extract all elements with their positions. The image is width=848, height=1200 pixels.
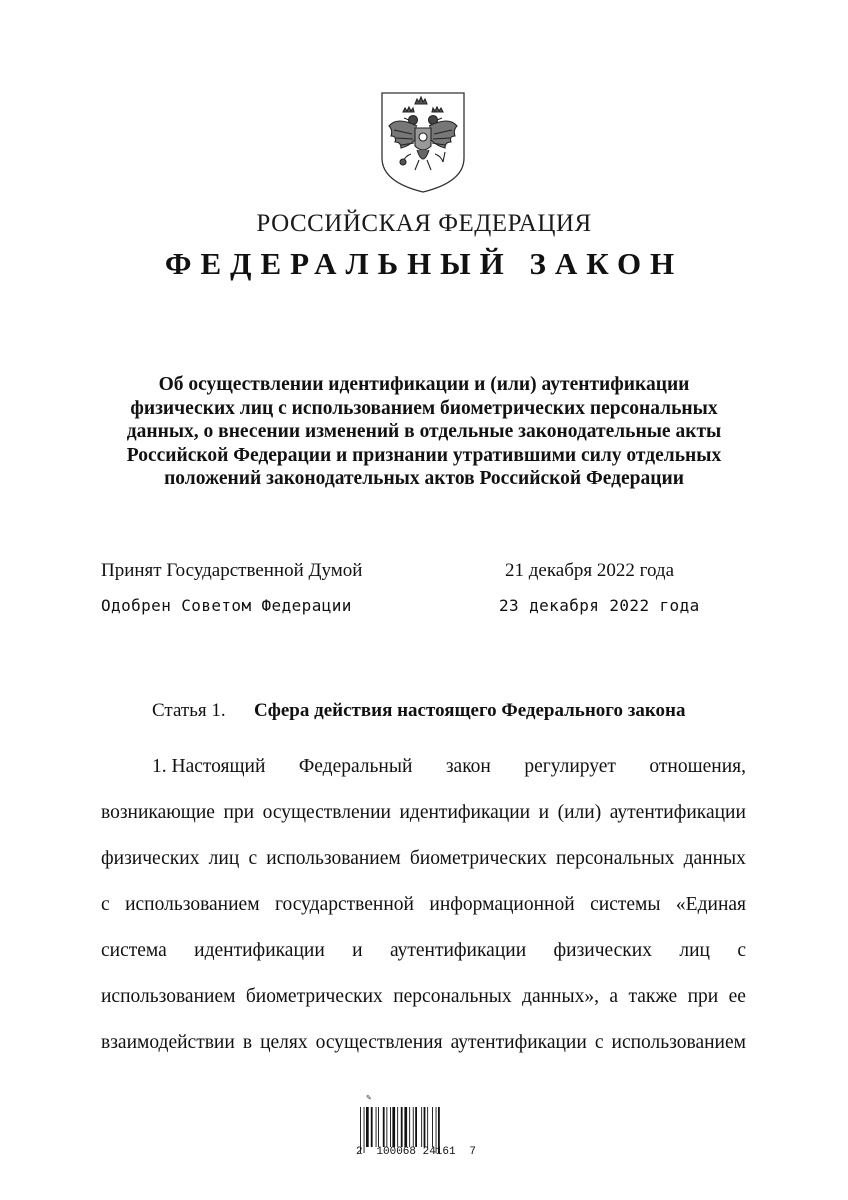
body-word: отношения,: [649, 756, 746, 777]
body-word: (или): [557, 802, 602, 823]
law-title-line: данных, о внесении изменений в отдельные законодательные акты: [126, 421, 722, 442]
law-title: [100, 373, 748, 491]
body-word: идентификации: [194, 940, 325, 961]
body-word: системы: [590, 894, 661, 915]
body-word: в: [242, 1032, 253, 1053]
body-word: персональных: [556, 848, 675, 869]
article-number: Статья 1.: [152, 700, 226, 721]
body-word: государственной: [274, 894, 414, 915]
barcode-stamp-mark: ✎: [366, 1094, 372, 1102]
article-heading: Сфера действия настоящего Федерального закона: [254, 700, 686, 721]
council-date: 23 декабря 2022 года: [499, 596, 700, 615]
barcode-number: [356, 1146, 476, 1158]
body-word: целях: [260, 1032, 308, 1053]
body-word: взаимодействии: [101, 1032, 235, 1053]
council-label: Одобрен Советом Федерации: [101, 596, 352, 615]
body-word: осуществления: [315, 1032, 443, 1053]
body-word: возникающие: [101, 802, 215, 823]
body-line: [101, 974, 746, 1020]
country-name: РОССИЙСКАЯ ФЕДЕРАЦИЯ: [256, 210, 592, 237]
body-word: лиц: [679, 940, 710, 961]
body-word: с: [737, 940, 746, 961]
body-word: биометрических: [409, 848, 547, 869]
article-body: [101, 744, 746, 1066]
body-word: «Единая: [675, 894, 746, 915]
body-word: при: [687, 986, 719, 1007]
duma-label: Принят Государственной Думой: [101, 560, 363, 581]
body-word: система: [101, 940, 167, 961]
body-word: идентификации: [399, 802, 531, 823]
law-type: ФЕДЕРАЛЬНЫЙ ЗАКОН: [164, 246, 684, 281]
body-line: [101, 928, 746, 974]
body-word: использованием: [125, 894, 260, 915]
law-title-line: Российской Федерации и признании утратившими силу отдельных: [126, 444, 722, 466]
body-word: с: [101, 894, 110, 915]
barcode-digit-left: 2: [356, 1146, 363, 1158]
body-word: персональных: [393, 986, 512, 1007]
body-word: Федеральный: [298, 756, 413, 777]
body-word: осуществлении: [262, 802, 391, 823]
body-word: использованием: [101, 986, 236, 1007]
body-word: лиц: [208, 848, 240, 869]
body-line: [101, 790, 746, 836]
body-line: [101, 882, 746, 928]
article-header: [152, 700, 686, 722]
body-word: аутентификации: [389, 940, 527, 961]
body-word: и: [352, 940, 363, 961]
body-word: данных»,: [522, 986, 599, 1007]
body-line: [101, 744, 746, 790]
law-title-line: Об осуществлении идентификации и (или) аутентификации: [158, 374, 690, 395]
law-title-line: физических лиц с использованием биометрических персональных: [130, 397, 718, 419]
body-word: аутентификации: [609, 802, 746, 823]
coat-of-arms-emblem: [379, 90, 467, 194]
body-word: использованием: [611, 1032, 746, 1053]
body-word: при: [223, 802, 255, 823]
body-word: а: [609, 986, 619, 1007]
body-word: с: [248, 848, 258, 869]
body-word: информационной: [429, 894, 575, 915]
body-word: 1. Настоящий: [152, 756, 266, 777]
body-word: регулирует: [524, 756, 616, 777]
body-word: также: [628, 986, 678, 1007]
body-word: с: [594, 1032, 604, 1053]
barcode-digit-right: 7: [469, 1146, 476, 1158]
body-word: биометрических: [245, 986, 383, 1007]
body-line: [101, 836, 746, 882]
body-word: ее: [728, 986, 746, 1007]
body-word: и: [538, 802, 550, 823]
body-word: использованием: [266, 848, 401, 869]
body-word: аутентификации: [450, 1032, 587, 1053]
barcode-digits-main: 100068 24161: [376, 1146, 456, 1158]
body-line: [101, 1020, 746, 1066]
body-word: физических: [101, 848, 200, 869]
body-word: физических: [553, 940, 652, 961]
duma-date: 21 декабря 2022 года: [505, 560, 675, 581]
law-title-line: положений законодательных актов Российской Федерации: [164, 468, 684, 489]
body-word: данных: [683, 848, 746, 869]
body-word: закон: [445, 756, 491, 777]
